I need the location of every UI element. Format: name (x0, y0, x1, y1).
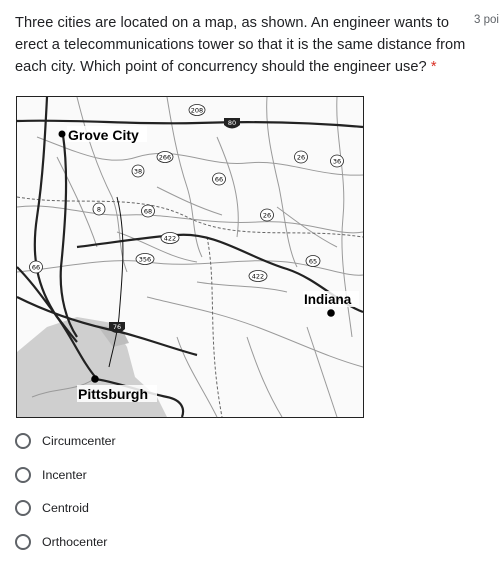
route-shield (213, 173, 226, 185)
indiana-label: Indiana (304, 292, 352, 307)
option-circumcenter[interactable] (15, 431, 116, 451)
option-orthocenter[interactable] (15, 532, 107, 552)
question-text (15, 12, 470, 78)
pittsburgh-marker (91, 375, 99, 383)
question-map-image (16, 96, 364, 418)
route-shield (136, 254, 154, 265)
route-shield-label: 422 (251, 272, 265, 281)
route-shield-label: 266 (158, 153, 172, 162)
route-shield-label: 356 (138, 255, 152, 264)
route-shield (93, 203, 105, 215)
pittsburgh-label: Pittsburgh (78, 386, 148, 402)
route-shield-label: 208 (190, 106, 204, 115)
radio-button[interactable] (15, 534, 31, 550)
route-shield (142, 205, 155, 217)
route-shield-label: 80 (227, 119, 237, 127)
route-shield-label: 8 (96, 205, 102, 214)
route-shield (261, 209, 274, 221)
route-shield (189, 105, 205, 116)
grove-city-label: Grove City (68, 127, 139, 143)
radio-button[interactable] (15, 500, 31, 516)
route-shield (30, 261, 43, 273)
required-asterisk: * (430, 59, 437, 75)
option-label: Centroid (42, 501, 89, 515)
route-shield (224, 118, 240, 129)
indiana-marker (327, 309, 335, 317)
map-svg (17, 97, 363, 417)
route-shield-label: 65 (308, 257, 318, 266)
option-label: Orthocenter (42, 535, 108, 549)
points-label: 3 poi (474, 14, 499, 26)
grove-city-marker (59, 131, 66, 138)
radio-button[interactable] (15, 467, 31, 483)
route-shield (161, 233, 179, 244)
route-shield-label: 36 (332, 157, 342, 166)
route-shield-label: 68 (143, 207, 153, 216)
radio-button[interactable] (15, 433, 31, 449)
route-shield-label: 26 (262, 211, 272, 220)
question-body: Three cities are located on a map, as shown. An engineer wants to erect a telecommunications tower so that it is the same distance from each city. Which point of concurrency should the engineer use? (15, 15, 466, 75)
route-shield (295, 151, 308, 163)
option-label: Circumcenter (42, 434, 116, 448)
route-shield-label: 422 (163, 234, 177, 243)
option-incenter[interactable] (15, 465, 87, 485)
route-shield (249, 271, 267, 282)
route-shield-label: 38 (133, 167, 143, 176)
route-shield (132, 165, 144, 177)
route-shield-label: 76 (112, 323, 122, 331)
route-shield (157, 152, 173, 163)
route-shield-label: 66 (214, 175, 224, 184)
route-shield-label: 26 (296, 153, 306, 162)
route-shield (331, 155, 344, 167)
route-shield-label: 66 (31, 263, 41, 272)
route-shield (306, 256, 320, 267)
option-centroid[interactable] (15, 498, 89, 518)
option-label: Incenter (42, 468, 87, 482)
